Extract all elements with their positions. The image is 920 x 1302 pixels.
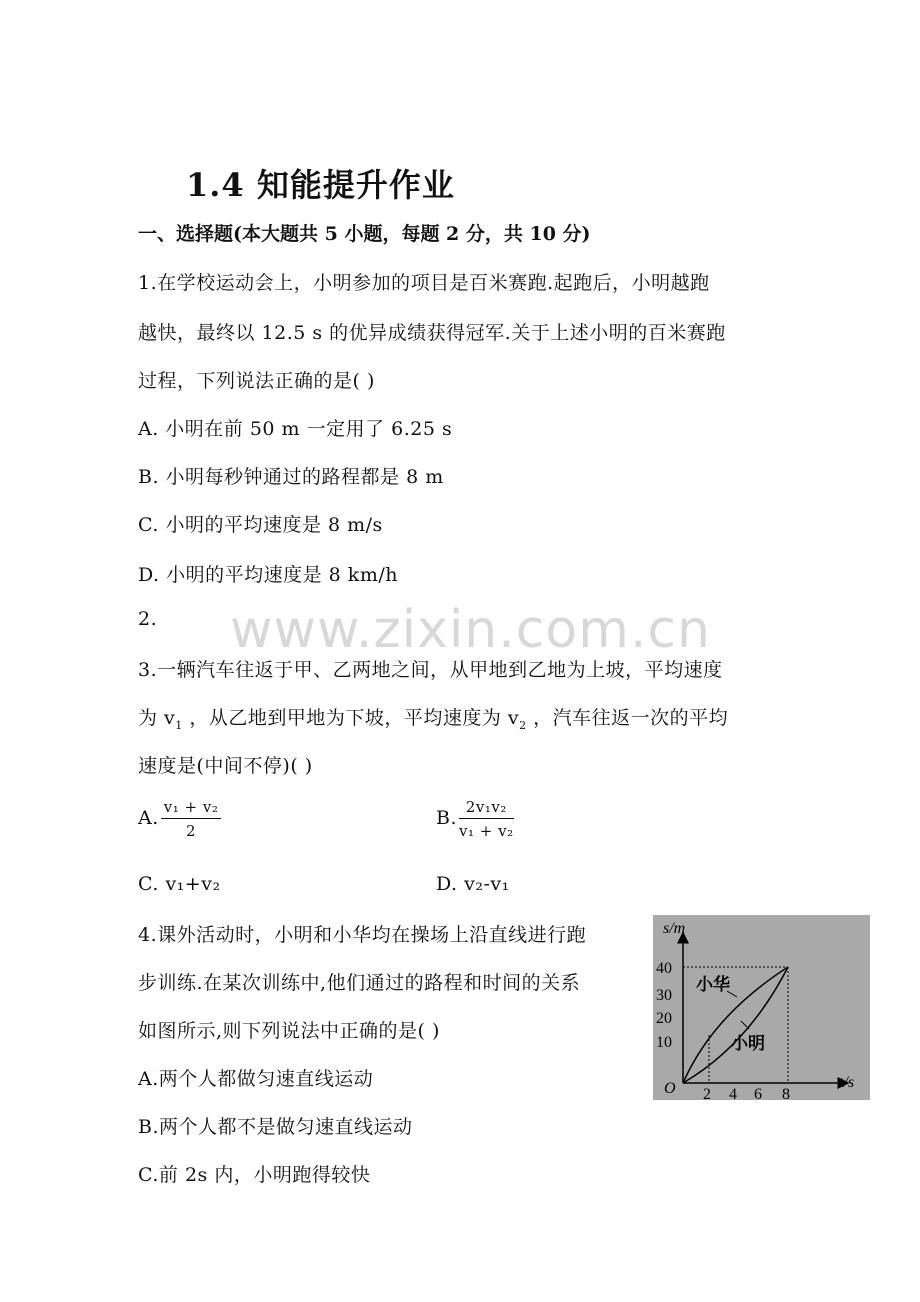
- origin-label: O: [664, 1080, 676, 1097]
- q3-line-2-part-b: ，从乙地到甲地为下坡，平均速度为 v: [182, 707, 520, 729]
- q2-label: 2.: [138, 608, 158, 630]
- q4-line-2: 步训练.在某次训练中,他们通过的路程和时间的关系: [138, 972, 581, 994]
- x-axis-label: t/s: [839, 1074, 855, 1091]
- y-tick-20: 20: [656, 1010, 672, 1027]
- q1-line-1: 1.在学校运动会上，小明参加的项目是百米赛跑.起跑后，小明越跑: [138, 272, 710, 294]
- q3-line-3: 速度是(中间不停)( ): [138, 755, 313, 777]
- q1-line-2: 越快，最终以 12.5 s 的优异成绩获得冠军.关于上述小明的百米赛跑: [138, 322, 726, 344]
- q1-option-d: D. 小明的平均速度是 8 km/h: [138, 564, 398, 586]
- q3-line-2: [138, 703, 728, 732]
- q3-option-b-denominator: v₁ + v₂: [459, 822, 514, 840]
- q4-option-b: B.两个人都不是做匀速直线运动: [138, 1116, 413, 1138]
- q3-option-d: D. v₂-v₁: [436, 873, 510, 895]
- q3-line-1: 3.一辆汽车往返于甲、乙两地之间，从甲地到乙地为上坡，平均速度: [138, 659, 723, 681]
- y-tick-40: 40: [656, 960, 672, 977]
- y-tick-30: 30: [656, 987, 672, 1004]
- q3-option-b: [436, 798, 514, 840]
- label-xiaohua: 小华: [696, 975, 730, 995]
- watermark: www.zixin.com.cn: [230, 600, 711, 660]
- y-axis-label: s/m: [663, 920, 686, 937]
- q3-option-a-numerator: v₁ + v₂: [161, 798, 222, 819]
- x-tick-4: 4: [729, 1086, 737, 1100]
- q1-line-3: 过程，下列说法正确的是( ): [138, 370, 375, 392]
- q3-option-b-numerator: 2v₁v₂: [459, 798, 514, 819]
- section-heading: 一、选择题(本大题共 5 小题，每题 2 分，共 10 分): [138, 223, 591, 245]
- q3-line-2-part-a: 为 v: [138, 707, 176, 729]
- q3-option-a-denominator: 2: [186, 822, 197, 840]
- q3-sub-2: 2: [519, 718, 527, 732]
- x-tick-6: 6: [754, 1086, 762, 1100]
- y-tick-10: 10: [656, 1034, 672, 1051]
- q3-option-a-fraction: [161, 798, 222, 840]
- q1-option-c: C. 小明的平均速度是 8 m/s: [138, 514, 383, 536]
- q3-line-2-part-c: ，汽车往返一次的平均: [526, 707, 729, 729]
- q4-option-c: C.前 2s 内，小明跑得较快: [138, 1164, 371, 1186]
- q3-option-b-fraction: [459, 798, 514, 840]
- q4-option-a: A.两个人都做匀速直线运动: [138, 1068, 374, 1090]
- q4-line-3: 如图所示,则下列说法中正确的是( ): [138, 1020, 440, 1042]
- q3-option-b-label: B.: [436, 807, 458, 829]
- page-title: 1.4 知能提升作业: [186, 166, 455, 204]
- q3-sub-1: 1: [175, 718, 183, 732]
- x-tick-8: 8: [782, 1086, 790, 1100]
- q3-option-a-label: A.: [138, 807, 159, 829]
- q1-option-b: B. 小明每秒钟通过的路程都是 8 m: [138, 466, 444, 488]
- leader-xiaoming: [741, 1021, 749, 1029]
- q3-option-c: C. v₁+v₂: [138, 873, 221, 895]
- q4-line-1: 4.课外活动时，小明和小华均在操场上沿直线进行跑: [138, 924, 587, 946]
- distance-time-graph: [653, 915, 870, 1100]
- x-tick-2: 2: [703, 1086, 711, 1100]
- q3-option-a: [138, 798, 221, 840]
- q1-option-a: A. 小明在前 50 m 一定用了 6.25 s: [138, 418, 453, 440]
- label-xiaoming: 小明: [731, 1034, 765, 1054]
